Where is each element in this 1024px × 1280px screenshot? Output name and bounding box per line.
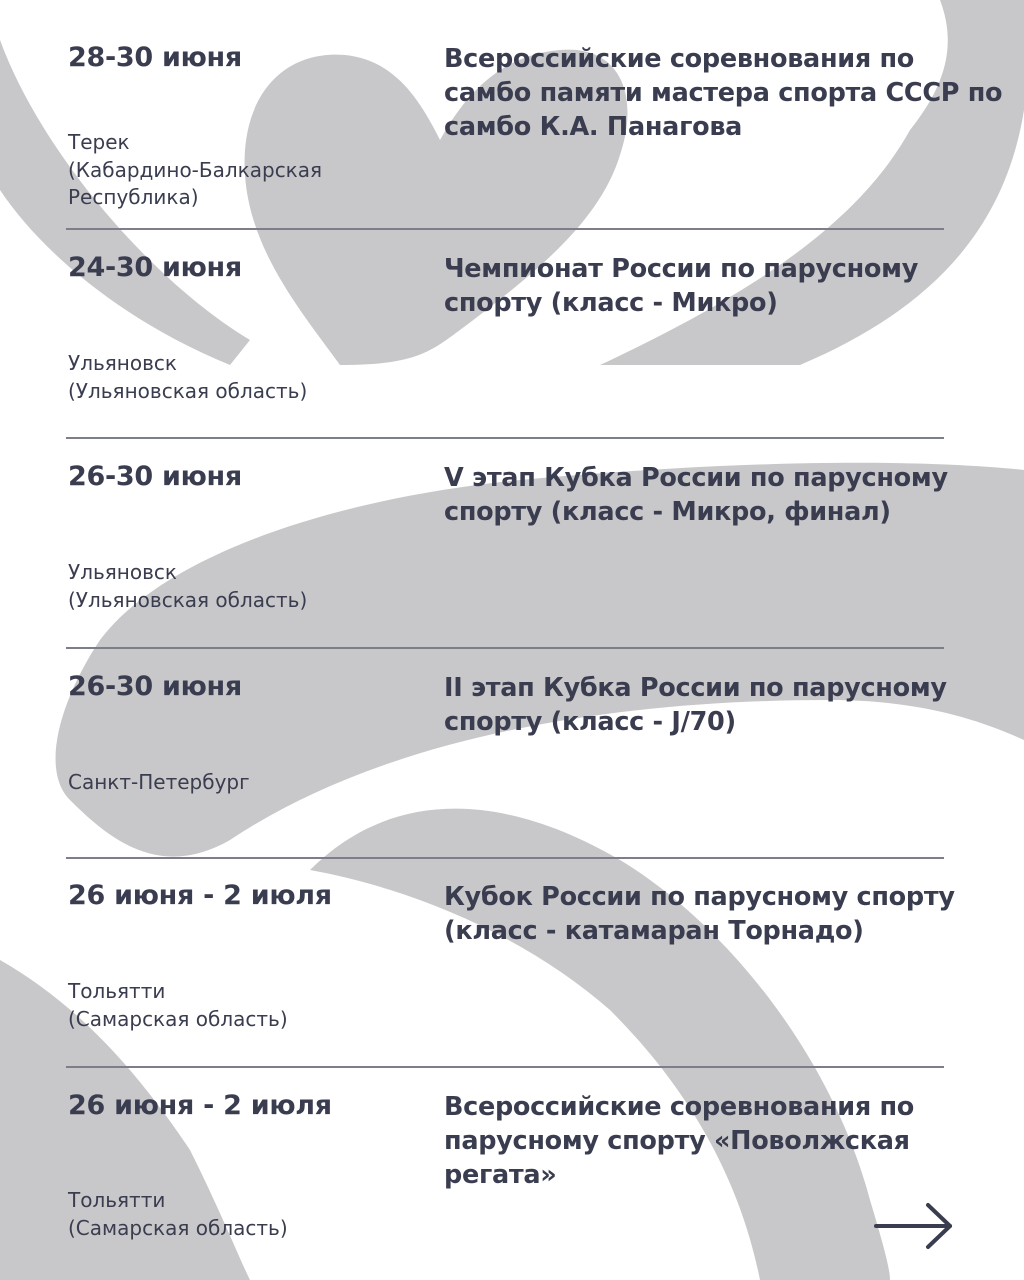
divider bbox=[66, 437, 944, 439]
divider bbox=[66, 228, 944, 230]
event-location: Терек (Кабардино-Балкарская Республика) bbox=[68, 130, 323, 209]
event-title: Всероссийские соревнования по парусному спорту «Поволжская регата» bbox=[444, 1092, 915, 1190]
event-location: Тольятти (Самарская область) bbox=[68, 979, 288, 1031]
event-date: 26-30 июня bbox=[68, 671, 242, 702]
divider bbox=[66, 647, 944, 649]
event-date: 26 июня - 2 июля bbox=[68, 1090, 332, 1121]
event-title: Чемпионат России по парусному спорту (класс - Микро) bbox=[444, 254, 919, 318]
event-location: Ульяновск (Ульяновская область) bbox=[68, 351, 308, 403]
divider bbox=[66, 857, 944, 859]
event-title: II этап Кубка России по парусному спорту (класс - J/70) bbox=[444, 673, 947, 737]
event-date: 24-30 июня bbox=[68, 252, 242, 283]
arrow-right-icon[interactable] bbox=[872, 1200, 956, 1252]
divider bbox=[66, 1066, 944, 1068]
event-date: 28-30 июня bbox=[68, 42, 242, 73]
event-date: 26-30 июня bbox=[68, 461, 242, 492]
event-location: Ульяновск (Ульяновская область) bbox=[68, 560, 308, 612]
event-title: V этап Кубка России по парусному спорту (класс - Микро, финал) bbox=[444, 463, 948, 527]
event-location: Тольятти (Самарская область) bbox=[68, 1188, 288, 1240]
event-date: 26 июня - 2 июля bbox=[68, 880, 332, 911]
event-title: Кубок России по парусному спорту (класс - катамаран Торнадо) bbox=[444, 882, 955, 946]
event-location: Санкт-Петербург bbox=[68, 770, 250, 794]
event-title: Всероссийские соревнования по самбо памяти мастера спорта СССР по самбо К.А. Панагова bbox=[444, 44, 1003, 142]
